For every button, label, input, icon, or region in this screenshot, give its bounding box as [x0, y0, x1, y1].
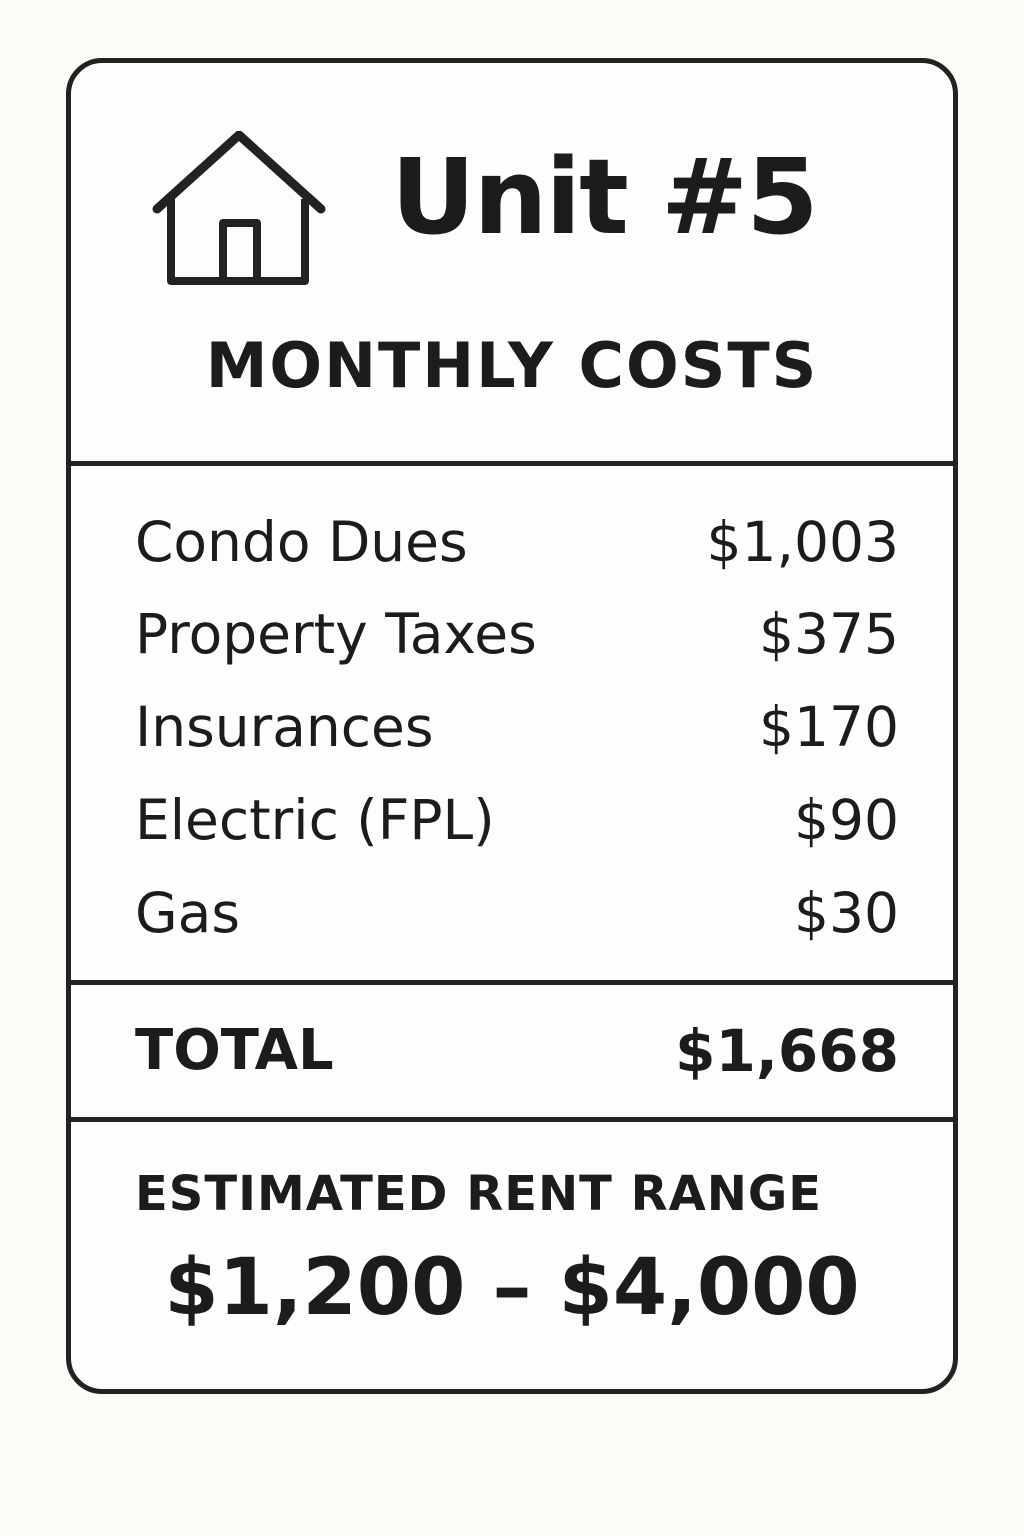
cost-value: $170: [759, 695, 899, 759]
cost-row-condo-dues: [135, 507, 899, 577]
cost-label: Condo Dues: [135, 510, 468, 574]
cost-label: Gas: [135, 881, 240, 945]
rent-section: [71, 1123, 953, 1394]
cost-row-insurances: [135, 692, 899, 762]
total-divider: [71, 1117, 953, 1122]
card-header: [71, 63, 953, 461]
cost-label: Electric (FPL): [135, 788, 495, 852]
cost-list: [71, 467, 953, 980]
cost-row-gas: [135, 878, 899, 948]
cost-value: $30: [794, 881, 899, 945]
house-icon: [151, 131, 331, 289]
cost-value: $1,003: [706, 510, 899, 574]
monthly-costs-card: [66, 58, 958, 1394]
cost-row-electric: [135, 785, 899, 855]
total-value: $1,668: [675, 1017, 899, 1085]
cost-row-property-taxes: [135, 599, 899, 669]
cost-value: $90: [794, 788, 899, 852]
costs-divider: [71, 980, 953, 985]
cost-value: $375: [759, 602, 899, 666]
cost-label: Property Taxes: [135, 602, 537, 666]
monthly-costs-heading: MONTHLY COSTS: [205, 329, 819, 402]
unit-title: Unit #5: [391, 136, 817, 258]
rent-range-value: $1,200 – $4,000: [164, 1243, 860, 1333]
header-divider: [71, 461, 953, 466]
total-label: TOTAL: [135, 1018, 334, 1083]
rent-range-label: ESTIMATED RENT RANGE: [135, 1166, 823, 1222]
cost-label: Insurances: [135, 695, 434, 759]
total-row: [71, 986, 953, 1117]
